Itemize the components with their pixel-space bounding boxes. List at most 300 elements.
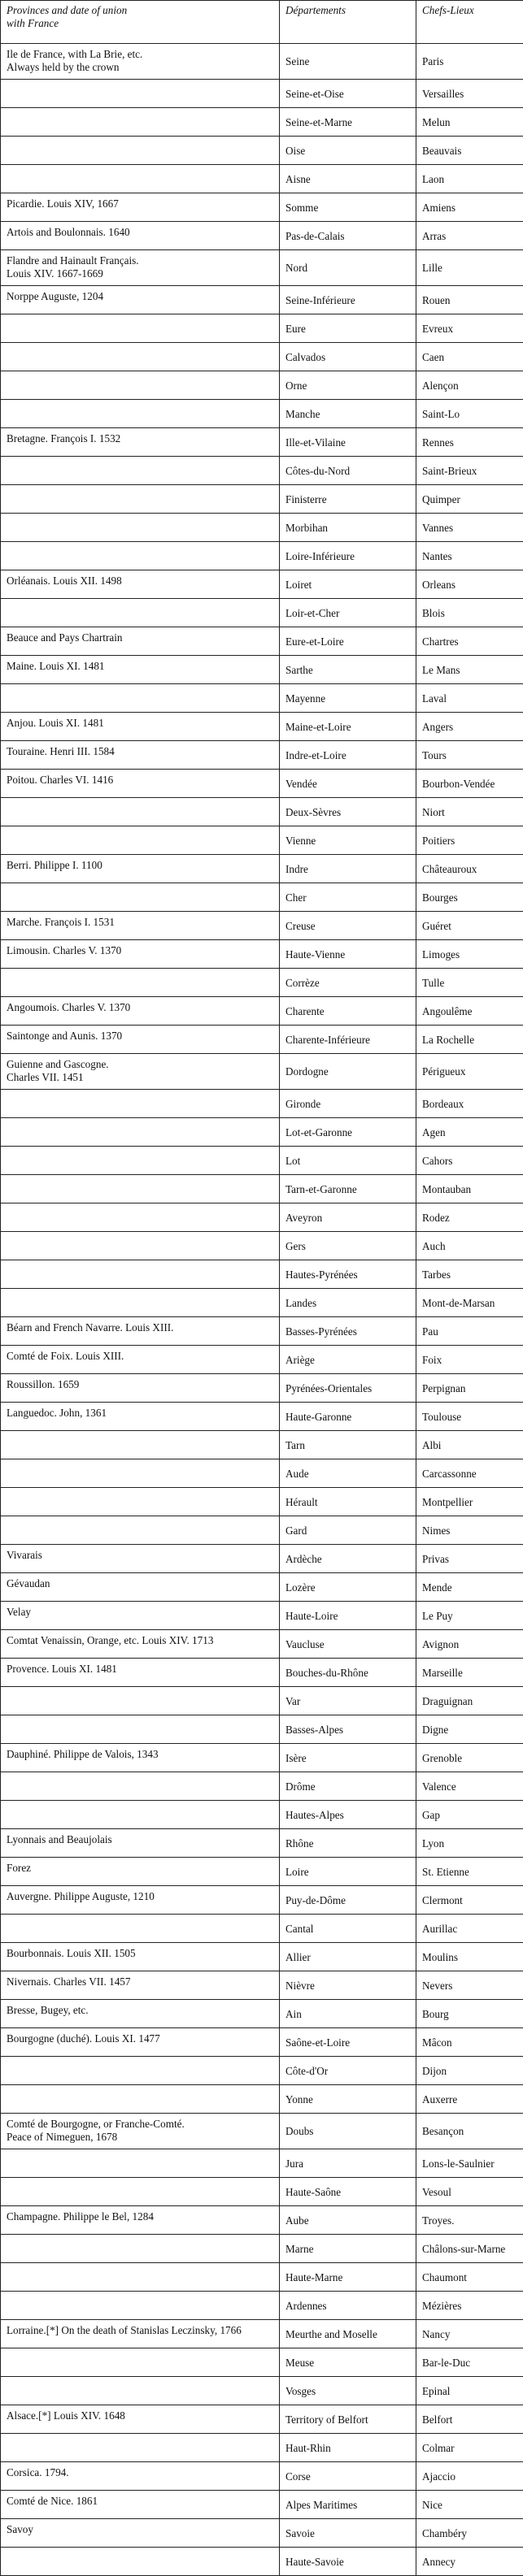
chef-lieu-cell: Angers — [416, 713, 523, 741]
departement-cell: Aveyron — [280, 1203, 416, 1232]
province-cell: Vivarais — [1, 1545, 280, 1573]
province-cell — [1, 1687, 280, 1715]
chef-lieu-cell: Tours — [416, 741, 523, 770]
departement-cell: Loire — [280, 1858, 416, 1886]
table-row — [1, 1744, 523, 1772]
departement-cell: Vendée — [280, 770, 416, 798]
table-row — [1, 193, 523, 222]
chef-lieu-cell: Nimes — [416, 1516, 523, 1545]
chef-lieu-cell: Avignon — [416, 1630, 523, 1659]
province-cell: Flandre and Hainault Français. Louis XIV. 1667-1669 — [1, 250, 280, 286]
chef-lieu-cell: Laon — [416, 165, 523, 193]
departement-cell: Ardennes — [280, 2292, 416, 2320]
chef-lieu-cell: Caen — [416, 343, 523, 371]
province-cell: Angoumois. Charles V. 1370 — [1, 997, 280, 1026]
table-row — [1, 1488, 523, 1516]
departement-cell: Nord — [280, 250, 416, 286]
table-row — [1, 656, 523, 684]
departement-cell: Bouches-du-Rhône — [280, 1659, 416, 1687]
table-row — [1, 165, 523, 193]
departement-cell: Mayenne — [280, 684, 416, 713]
province-cell — [1, 2149, 280, 2178]
departement-cell: Seine — [280, 44, 416, 80]
chef-lieu-cell: Montpellier — [416, 1488, 523, 1516]
province-cell — [1, 2434, 280, 2462]
table-row — [1, 1232, 523, 1260]
chef-lieu-cell: Paris — [416, 44, 523, 80]
chef-lieu-cell: Mende — [416, 1573, 523, 1602]
table-row — [1, 2028, 523, 2057]
departement-cell: Gard — [280, 1516, 416, 1545]
province-cell: Auvergne. Philippe Auguste, 1210 — [1, 1886, 280, 1915]
departement-cell: Gironde — [280, 1090, 416, 1118]
province-cell: Saintonge and Aunis. 1370 — [1, 1026, 280, 1054]
departement-cell: Haute-Marne — [280, 2263, 416, 2292]
table-row — [1, 1317, 523, 1346]
chef-lieu-cell: Bourges — [416, 883, 523, 912]
table-row — [1, 314, 523, 343]
departement-cell: Corrèze — [280, 969, 416, 997]
departement-cell: Somme — [280, 193, 416, 222]
province-cell: Comté de Bourgogne, or Franche-Comté. Peace of Nimeguen, 1678 — [1, 2114, 280, 2149]
province-cell — [1, 1260, 280, 1289]
table-row — [1, 44, 523, 80]
chef-lieu-cell: Rouen — [416, 286, 523, 314]
departement-cell: Dordogne — [280, 1054, 416, 1090]
chef-lieu-cell: Quimper — [416, 485, 523, 514]
province-cell — [1, 1801, 280, 1829]
departement-cell: Orne — [280, 371, 416, 400]
province-cell — [1, 969, 280, 997]
departement-cell: Hautes-Pyrénées — [280, 1260, 416, 1289]
table-row — [1, 1260, 523, 1289]
table-row — [1, 542, 523, 570]
table-row — [1, 1915, 523, 1943]
departement-cell: Côte-d'Or — [280, 2057, 416, 2085]
chef-lieu-cell: Perpignan — [416, 1374, 523, 1403]
table-row — [1, 1147, 523, 1175]
province-cell: Artois and Boulonnais. 1640 — [1, 222, 280, 250]
province-cell: Comtat Venaissin, Orange, etc. Louis XIV. 1713 — [1, 1630, 280, 1659]
province-cell: Nivernais. Charles VII. 1457 — [1, 1971, 280, 2000]
chef-lieu-cell: Tarbes — [416, 1260, 523, 1289]
province-cell — [1, 1459, 280, 1488]
table-row — [1, 1090, 523, 1118]
chef-lieu-cell: Lons-le-Saulnier — [416, 2149, 523, 2178]
province-cell — [1, 2057, 280, 2085]
chef-lieu-cell: Amiens — [416, 193, 523, 222]
table-row — [1, 2548, 523, 2576]
departement-cell: Landes — [280, 1289, 416, 1317]
chef-lieu-cell: Melun — [416, 108, 523, 137]
departement-cell: Haute-Saône — [280, 2178, 416, 2206]
departement-cell: Lot-et-Garonne — [280, 1118, 416, 1147]
province-cell — [1, 457, 280, 485]
province-cell: Beauce and Pays Chartrain — [1, 627, 280, 656]
province-cell: Alsace.[*] Louis XIV. 1648 — [1, 2405, 280, 2434]
departement-cell: Hérault — [280, 1488, 416, 1516]
table-row — [1, 2377, 523, 2405]
province-cell — [1, 371, 280, 400]
table-row — [1, 250, 523, 286]
chef-lieu-cell: Nice — [416, 2491, 523, 2519]
table-row — [1, 2320, 523, 2348]
chef-lieu-cell: Le Mans — [416, 656, 523, 684]
province-cell — [1, 2377, 280, 2405]
table-row — [1, 1289, 523, 1317]
table-row — [1, 343, 523, 371]
table-row — [1, 457, 523, 485]
table-row — [1, 912, 523, 940]
departement-cell: Ain — [280, 2000, 416, 2028]
departement-cell: Deux-Sèvres — [280, 798, 416, 826]
chef-lieu-cell: Chambéry — [416, 2519, 523, 2548]
header-provinces: Provinces and date of union with France — [1, 1, 280, 44]
departement-cell: Haute-Savoie — [280, 2548, 416, 2576]
chef-lieu-cell: Epinal — [416, 2377, 523, 2405]
province-cell: Berri. Philippe I. 1100 — [1, 855, 280, 883]
province-cell: Bretagne. François I. 1532 — [1, 428, 280, 457]
table-row — [1, 1175, 523, 1203]
chef-lieu-cell: Beauvais — [416, 137, 523, 165]
departement-cell: Doubs — [280, 2114, 416, 2149]
province-cell: Picardie. Louis XIV, 1667 — [1, 193, 280, 222]
chef-lieu-cell: Arras — [416, 222, 523, 250]
departement-cell: Seine-et-Oise — [280, 80, 416, 108]
province-cell — [1, 2085, 280, 2114]
table-row — [1, 1431, 523, 1459]
chef-lieu-cell: Chaumont — [416, 2263, 523, 2292]
province-cell: Poitou. Charles VI. 1416 — [1, 770, 280, 798]
chef-lieu-cell: Grenoble — [416, 1744, 523, 1772]
table-row — [1, 1715, 523, 1744]
table-row — [1, 770, 523, 798]
chef-lieu-cell: Lyon — [416, 1829, 523, 1858]
chef-lieu-cell: Foix — [416, 1346, 523, 1374]
province-cell: Ile de France, with La Brie, etc. Always held by the crown — [1, 44, 280, 80]
table-row — [1, 2149, 523, 2178]
province-cell — [1, 514, 280, 542]
table-row — [1, 1829, 523, 1858]
table-row — [1, 741, 523, 770]
chef-lieu-cell: Evreux — [416, 314, 523, 343]
departement-cell: Maine-et-Loire — [280, 713, 416, 741]
province-cell — [1, 1915, 280, 1943]
table-row — [1, 1801, 523, 1829]
chef-lieu-cell: Auch — [416, 1232, 523, 1260]
province-cell: Comté de Nice. 1861 — [1, 2491, 280, 2519]
header-chefs-lieux: Chefs-Lieux — [416, 1, 523, 44]
departement-cell: Nièvre — [280, 1971, 416, 2000]
table-row — [1, 1346, 523, 1374]
chef-lieu-cell: Angoulême — [416, 997, 523, 1026]
province-cell: Guienne and Gascogne. Charles VII. 1451 — [1, 1054, 280, 1090]
chef-lieu-cell: Châlons-sur-Marne — [416, 2235, 523, 2263]
chef-lieu-cell: Privas — [416, 1545, 523, 1573]
departement-cell: Oise — [280, 137, 416, 165]
chef-lieu-cell: Versailles — [416, 80, 523, 108]
chef-lieu-cell: Mâcon — [416, 2028, 523, 2057]
departement-cell: Vaucluse — [280, 1630, 416, 1659]
province-cell: Limousin. Charles V. 1370 — [1, 940, 280, 969]
departement-cell: Pas-de-Calais — [280, 222, 416, 250]
province-cell — [1, 599, 280, 627]
departement-cell: Meuse — [280, 2348, 416, 2377]
chef-lieu-cell: Agen — [416, 1118, 523, 1147]
table-row — [1, 2057, 523, 2085]
chef-lieu-cell: Clermont — [416, 1886, 523, 1915]
departement-cell: Haute-Garonne — [280, 1403, 416, 1431]
departement-cell: Basses-Pyrénées — [280, 1317, 416, 1346]
table-row — [1, 826, 523, 855]
departement-cell: Loire-Inférieure — [280, 542, 416, 570]
province-cell — [1, 485, 280, 514]
departement-cell: Haute-Vienne — [280, 940, 416, 969]
chef-lieu-cell: St. Etienne — [416, 1858, 523, 1886]
chef-lieu-cell: Bourbon-Vendée — [416, 770, 523, 798]
province-cell — [1, 798, 280, 826]
chef-lieu-cell: Cahors — [416, 1147, 523, 1175]
province-cell — [1, 1516, 280, 1545]
chef-lieu-cell: Niort — [416, 798, 523, 826]
departement-cell: Vosges — [280, 2377, 416, 2405]
chef-lieu-cell: Chartres — [416, 627, 523, 656]
table-row — [1, 940, 523, 969]
departement-cell: Ardèche — [280, 1545, 416, 1573]
chef-lieu-cell: Périgueux — [416, 1054, 523, 1090]
chef-lieu-cell: Orleans — [416, 570, 523, 599]
chef-lieu-cell: Digne — [416, 1715, 523, 1744]
chef-lieu-cell: Saint-Brieux — [416, 457, 523, 485]
chef-lieu-cell: Vesoul — [416, 2178, 523, 2206]
table-row — [1, 1886, 523, 1915]
departement-cell: Aube — [280, 2206, 416, 2235]
departement-cell: Eure — [280, 314, 416, 343]
province-cell: Corsica. 1794. — [1, 2462, 280, 2491]
province-cell — [1, 343, 280, 371]
chef-lieu-cell: Dijon — [416, 2057, 523, 2085]
departement-cell: Finisterre — [280, 485, 416, 514]
table-row — [1, 2491, 523, 2519]
table-row — [1, 798, 523, 826]
chef-lieu-cell: Bourg — [416, 2000, 523, 2028]
departement-cell: Calvados — [280, 343, 416, 371]
province-cell — [1, 1147, 280, 1175]
departement-cell: Charente — [280, 997, 416, 1026]
province-cell: Champagne. Philippe le Bel, 1284 — [1, 2206, 280, 2235]
province-cell — [1, 684, 280, 713]
province-cell: Dauphiné. Philippe de Valois, 1343 — [1, 1744, 280, 1772]
table-row — [1, 1118, 523, 1147]
table-row — [1, 428, 523, 457]
table-row — [1, 2178, 523, 2206]
province-cell — [1, 1203, 280, 1232]
table-row — [1, 514, 523, 542]
table-row — [1, 1459, 523, 1488]
province-cell — [1, 1715, 280, 1744]
departement-cell: Jura — [280, 2149, 416, 2178]
province-cell — [1, 2235, 280, 2263]
table-row — [1, 997, 523, 1026]
province-cell — [1, 314, 280, 343]
province-cell: Forez — [1, 1858, 280, 1886]
departement-cell: Indre — [280, 855, 416, 883]
province-cell: Bourgogne (duché). Louis XI. 1477 — [1, 2028, 280, 2057]
table-row — [1, 2206, 523, 2235]
province-cell — [1, 883, 280, 912]
province-cell: Gévaudan — [1, 1573, 280, 1602]
table-row — [1, 222, 523, 250]
table-row — [1, 400, 523, 428]
table-row — [1, 371, 523, 400]
chef-lieu-cell: Rodez — [416, 1203, 523, 1232]
province-cell: Velay — [1, 1602, 280, 1630]
departement-cell: Morbihan — [280, 514, 416, 542]
departement-cell: Drôme — [280, 1772, 416, 1801]
province-cell — [1, 1090, 280, 1118]
table-row — [1, 1943, 523, 1971]
province-cell: Savoy — [1, 2519, 280, 2548]
table-row — [1, 2348, 523, 2377]
departement-cell: Haute-Loire — [280, 1602, 416, 1630]
chef-lieu-cell: Gap — [416, 1801, 523, 1829]
chef-lieu-cell: Ajaccio — [416, 2462, 523, 2491]
province-cell — [1, 542, 280, 570]
departement-cell: Isère — [280, 1744, 416, 1772]
departement-cell: Loiret — [280, 570, 416, 599]
table-row — [1, 2292, 523, 2320]
table-row — [1, 1573, 523, 1602]
chef-lieu-cell: Lille — [416, 250, 523, 286]
departement-cell: Basses-Alpes — [280, 1715, 416, 1744]
chef-lieu-cell: Limoges — [416, 940, 523, 969]
chef-lieu-cell: Châteauroux — [416, 855, 523, 883]
province-cell — [1, 165, 280, 193]
province-cell: Orléanais. Louis XII. 1498 — [1, 570, 280, 599]
chef-lieu-cell: Laval — [416, 684, 523, 713]
chef-lieu-cell: Nancy — [416, 2320, 523, 2348]
province-cell — [1, 108, 280, 137]
chef-lieu-cell: La Rochelle — [416, 1026, 523, 1054]
province-cell: Bresse, Bugey, etc. — [1, 2000, 280, 2028]
table-row — [1, 855, 523, 883]
header-row — [1, 1, 523, 44]
departement-cell: Saône-et-Loire — [280, 2028, 416, 2057]
chef-lieu-cell: Marseille — [416, 1659, 523, 1687]
departement-cell: Rhône — [280, 1829, 416, 1858]
departement-cell: Aude — [280, 1459, 416, 1488]
departement-cell: Hautes-Alpes — [280, 1801, 416, 1829]
departement-cell: Sarthe — [280, 656, 416, 684]
chef-lieu-cell: Nevers — [416, 1971, 523, 2000]
chef-lieu-cell: Tulle — [416, 969, 523, 997]
table-row — [1, 2434, 523, 2462]
table-row — [1, 1687, 523, 1715]
departement-cell: Lozère — [280, 1573, 416, 1602]
chef-lieu-cell: Blois — [416, 599, 523, 627]
table-row — [1, 2263, 523, 2292]
table-row — [1, 627, 523, 656]
departement-cell: Manche — [280, 400, 416, 428]
province-cell: Languedoc. John, 1361 — [1, 1403, 280, 1431]
departement-cell: Ariège — [280, 1346, 416, 1374]
table-row — [1, 2405, 523, 2434]
departement-cell: Yonne — [280, 2085, 416, 2114]
table-row — [1, 1630, 523, 1659]
table-row — [1, 684, 523, 713]
chef-lieu-cell: Carcassonne — [416, 1459, 523, 1488]
province-cell — [1, 1232, 280, 1260]
departement-cell: Côtes-du-Nord — [280, 457, 416, 485]
departement-cell: Seine-Inférieure — [280, 286, 416, 314]
province-cell: Lyonnais and Beaujolais — [1, 1829, 280, 1858]
table-row — [1, 1374, 523, 1403]
chef-lieu-cell: Bordeaux — [416, 1090, 523, 1118]
province-cell — [1, 2292, 280, 2320]
province-cell: Norppe Auguste, 1204 — [1, 286, 280, 314]
departement-cell: Indre-et-Loire — [280, 741, 416, 770]
table-row — [1, 1971, 523, 2000]
table-row — [1, 969, 523, 997]
table-row — [1, 1516, 523, 1545]
departement-cell: Loir-et-Cher — [280, 599, 416, 627]
province-cell: Maine. Louis XI. 1481 — [1, 656, 280, 684]
chef-lieu-cell: Besançon — [416, 2114, 523, 2149]
table-row — [1, 1203, 523, 1232]
chef-lieu-cell: Albi — [416, 1431, 523, 1459]
province-cell: Roussillon. 1659 — [1, 1374, 280, 1403]
chef-lieu-cell: Colmar — [416, 2434, 523, 2462]
table-row — [1, 570, 523, 599]
departement-cell: Territory of Belfort — [280, 2405, 416, 2434]
departement-cell: Seine-et-Marne — [280, 108, 416, 137]
province-cell: Béarn and French Navarre. Louis XIII. — [1, 1317, 280, 1346]
table-row — [1, 883, 523, 912]
table-row — [1, 599, 523, 627]
table-row — [1, 2085, 523, 2114]
departement-cell: Lot — [280, 1147, 416, 1175]
departement-cell: Savoie — [280, 2519, 416, 2548]
table-row — [1, 713, 523, 741]
province-cell — [1, 1431, 280, 1459]
province-cell — [1, 1175, 280, 1203]
chef-lieu-cell: Troyes. — [416, 2206, 523, 2235]
province-cell — [1, 1118, 280, 1147]
departement-cell: Charente-Inférieure — [280, 1026, 416, 1054]
province-cell — [1, 826, 280, 855]
departement-cell: Aisne — [280, 165, 416, 193]
table-row — [1, 485, 523, 514]
chef-lieu-cell: Moulins — [416, 1943, 523, 1971]
table-row — [1, 1602, 523, 1630]
chef-lieu-cell: Guéret — [416, 912, 523, 940]
departement-cell: Cantal — [280, 1915, 416, 1943]
province-cell — [1, 2548, 280, 2576]
table-row — [1, 2000, 523, 2028]
chef-lieu-cell: Toulouse — [416, 1403, 523, 1431]
province-cell — [1, 1289, 280, 1317]
province-cell — [1, 80, 280, 108]
departement-cell: Creuse — [280, 912, 416, 940]
table-row — [1, 108, 523, 137]
chef-lieu-cell: Bar-le-Duc — [416, 2348, 523, 2377]
table-row — [1, 1026, 523, 1054]
province-cell — [1, 2263, 280, 2292]
departement-cell: Pyrénées-Orientales — [280, 1374, 416, 1403]
chef-lieu-cell: Pau — [416, 1317, 523, 1346]
departement-cell: Var — [280, 1687, 416, 1715]
province-cell — [1, 2178, 280, 2206]
